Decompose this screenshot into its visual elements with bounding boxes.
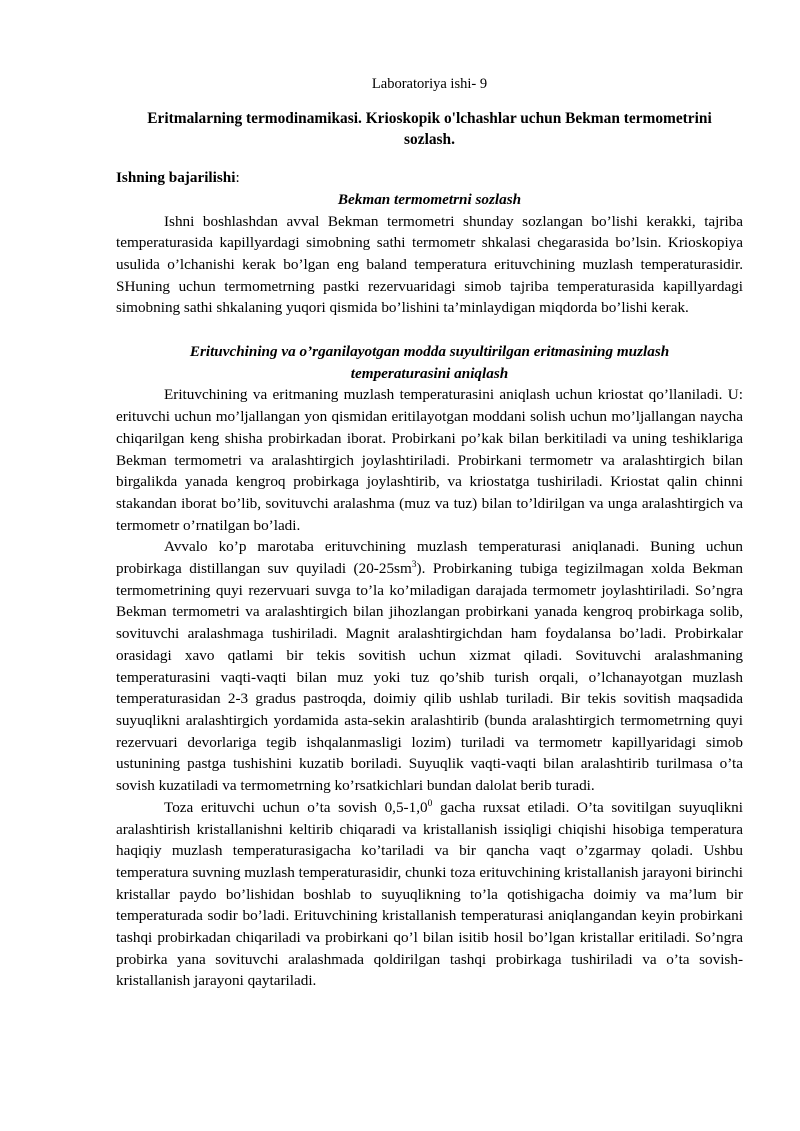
paragraph-supercooling-part2: gacha ruxsat etiladi. O’ta sovitilgan suyuqlikni aralashtirish kristallanishni keltirib chiqaradi va kristallanish issiqligi chiqishi hisobiga temperatura haqiqiy muzlash temperaturasigacha ko’tariladi va bir qancha vaqt o’zgarmay qoladi. Ushbu temperatura suvning muzlash temperaturasidir, chunki toza erituvchining kristallanish jarayoni birinchi kristallar paydo bo’lishidan boshlab to suyuqlikning to’la qotishigacha doimiy va ma’lum bir temperaturada sodir bo’ladi. Erituvchining kristallanish temperaturasi aniqlangandan keyin probirkani tashqi probirkadan chiqariladi va probirkani qo’l bilan isitib hosil bo’lgan kristallar eritiladi. So’ngra probirka yana sovituvchi aralashmada qoldirilgan tashqi probirkaga tushiriladi va o’ta sovish-kristallanish jarayoni qaytariladi. — [116, 798, 743, 990]
superscript-cubic: 3 — [411, 560, 417, 570]
paragraph-solvent-freezing-part2: ). Probirkaning tubiga tegizilmagan xolda Bekman termometrining quyi rezervuari suvga to’la ko’miladigan darajada termometr joylashtiriladi. So’ngra Bekman termometri va aralashtirgich bilan jihozlangan probirkani yanada kengroq probirkaga solib, sovituvchi aralashmaga tushiriladi. Magnit aralashtirgichdan ham foydalansa bo’ladi. Probirkalar orasidagi xavo qatlami bir tekis sovitish uchun xizmat qiladi. Sovituvchi aralashmaning temperaturasini vaqti-vaqti bilan muz yoki tuz qo’shib turish orqali, o’lchanayotgan muzlash temperaturasidan 2-3 gradus pastroqda, doimiy qilib ushlab turiladi. Bir tekis sovitish maqsadida suyuqlikni aralashtirgich yordamida asta-sekin aralashtirib (bunda aralashtirgich termometrning quyi rezervuari devorlariga tegib ishqalanmasligi lozim) turiladi va termometr kapillyaridagi simob ustunining pastga tushishini kuzatib boriladi. Suyuqlik vaqti-vaqti bilan aralashtirib turilmasa o’ta sovish kuzatiladi va termometrning ko’rsatkichlari bundan dalolat berib turadi. — [116, 560, 743, 795]
execution-label-line — [116, 167, 743, 189]
lab-number: Laboratoriya ishi- 9 — [371, 76, 488, 92]
section-heading-bekman: Bekman termometrni sozlash — [337, 190, 522, 208]
paragraph-supercooling-part1: Toza erituvchi uchun o’ta sovish 0,5-1,0 — [164, 798, 428, 816]
section-heading-freezing-line1: Erituvchining va o’rganilayotgan modda suyultirilgan eritmasining muzlash — [189, 343, 670, 361]
document-title: Eritmalarning termodinamikasi. Krioskopik o'lchashlar uchun Bekman termometrini sozlash. — [147, 109, 712, 149]
paragraph-solvent-freezing-part1: Avvalo ko’p marotaba erituvchining muzlash temperaturasi aniqlanadi. Buning uchun probirkaga distillangan suv quyiladi (20-25sm — [116, 538, 743, 578]
execution-colon: : — [235, 169, 240, 187]
paragraph-supercooling — [116, 797, 743, 992]
superscript-degree: 0 — [427, 798, 433, 809]
paragraph-cryostat: Erituvchining va eritmaning muzlash temperaturasini aniqlash uchun kriostat qo’llaniladi. U: erituvchi uchun mo’ljallangan yon qismidan eritilayotgan moddani solish uchun mo’ljallangan naycha chiqarilgan keng shisha probirkadan iborat. Probirkani po’kak bilan berkitiladi va uning teshiklariga Bekman termometri va aralashtirgich joylashtiriladi. Probirkani termometr va aralashtirgich bilan birgalikda yanada kengroq probirkaga joylashtirib, va kriostatga tushiriladi. Kriostat qalin chinni stakandan iborat bo’lib, sovituvchi aralashma (muz va tuz) bilan to’ldirilgan va unga aralashtirgich va termometr o’rnatilgan bo’ladi. — [116, 386, 743, 534]
paragraph-solvent-freezing — [116, 536, 743, 796]
execution-label: Ishning bajarilishi — [116, 169, 236, 187]
section-spacer — [116, 319, 743, 341]
section-heading-freezing-line2: temperaturasini aniqlash — [350, 364, 509, 382]
paragraph-bekman: Ishni boshlashdan avval Bekman termometri shunday sozlangan bo’lishi kerakki, tajriba temperaturasida kapillyardagi simobning sathi termometr shkalasi chegarasida bo’lsin. Krioskopiya usulida o’lchanishi kerak bo’lgan eng baland temperatura erituvchining muzlash temperaturasidir. SHuning uchun termometrning pastki rezervuaridagi simob tajriba temperaturasida kapillyardagi simobning sathi shkalaning yuqori qismida bo’lishini ta’minlaydigan miqdorda bo’lishi kerak. — [116, 212, 743, 317]
